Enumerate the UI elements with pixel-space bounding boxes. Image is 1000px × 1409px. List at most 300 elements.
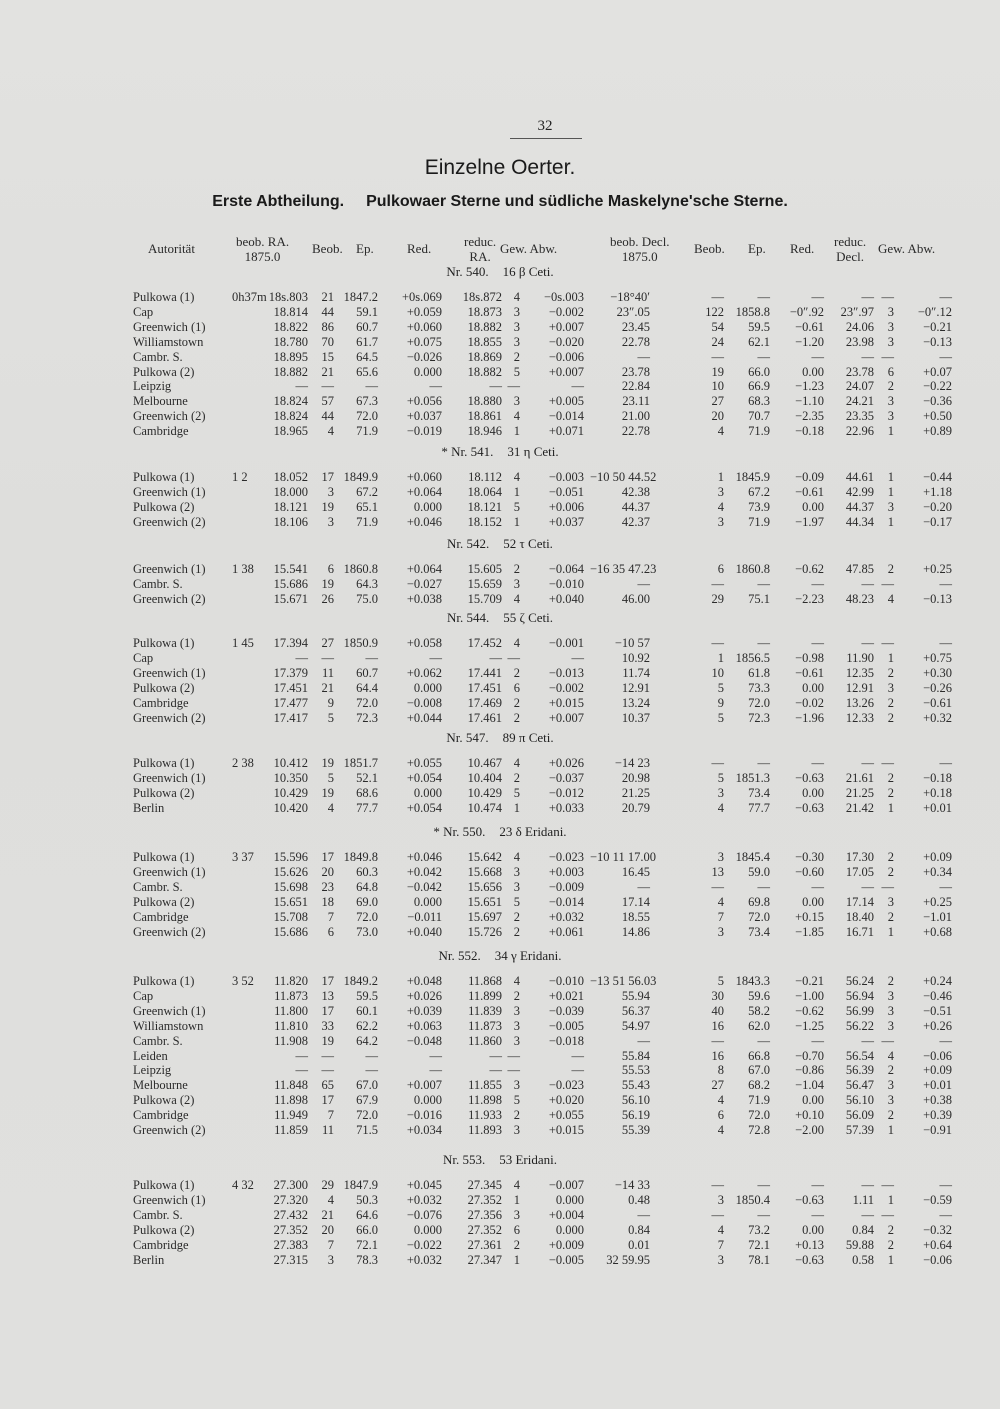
- cell-ra-reduced: —: [489, 1063, 502, 1078]
- cell-ra-deviation: +0.006: [548, 499, 584, 514]
- cell-ra-sec: 15.651: [273, 894, 308, 909]
- cell-ra-sec: 18.882: [273, 364, 308, 379]
- cell-ra-sec: —: [295, 379, 308, 394]
- cell-ra-deviation: −0.018: [548, 1033, 584, 1048]
- cell-decl-reduced: 12.33: [845, 710, 874, 725]
- cell-ra-sec: 27.300: [273, 1178, 308, 1192]
- cell-ra-deviation: −0s.003: [543, 290, 584, 304]
- cell-decl-observed: 22.78: [621, 424, 650, 439]
- cell-ra-weight: 2: [513, 924, 520, 939]
- cell-ra-count: 19: [321, 756, 334, 770]
- cell-decl-reduced: 47.85: [845, 562, 874, 576]
- cell-observatory: Berlin: [133, 1252, 165, 1267]
- cell-ra-epoch: 66.0: [356, 1222, 378, 1237]
- star-header: [0, 264, 1000, 280]
- cell-ra-hm: 3 37: [232, 850, 254, 864]
- cell-decl-epoch: 77.7: [748, 800, 770, 815]
- cell-ra-deviation: +0.032: [548, 909, 584, 924]
- cell-ra-weight: —: [507, 650, 520, 665]
- cell-ra-weight: 3: [513, 1123, 520, 1137]
- cell-decl-deviation: +0.89: [923, 424, 952, 439]
- cell-decl-deviation: —: [939, 290, 952, 304]
- cell-ra-weight: 3: [513, 1207, 520, 1222]
- page-number-rule: [510, 138, 582, 139]
- table-row: [0, 485, 1000, 500]
- table-row: [0, 365, 1000, 380]
- cell-decl-deviation: +0.25: [923, 894, 952, 909]
- cell-decl-reduction: −0.61: [795, 319, 824, 334]
- cell-ra-sec: —: [295, 650, 308, 665]
- cell-decl-count: 6: [717, 1108, 724, 1123]
- cell-decl-reduction: 0.00: [802, 1093, 824, 1108]
- cell-decl-epoch: 61.8: [748, 665, 770, 680]
- cell-ra-weight: 2: [513, 1237, 520, 1252]
- cell-ra-weight: 4: [513, 850, 520, 864]
- cell-decl-reduced: 0.58: [852, 1252, 874, 1267]
- cell-ra-count: 21: [321, 1207, 334, 1222]
- cell-decl-epoch: 66.9: [748, 379, 770, 394]
- cell-decl-deviation: −0.13: [923, 591, 952, 606]
- cell-ra-weight: 4: [513, 756, 520, 770]
- cell-decl-observed: 22.78: [621, 334, 650, 349]
- cell-decl-deviation: +0.09: [923, 850, 952, 864]
- cell-ra-reduction: −0.008: [406, 695, 442, 710]
- cell-ra-epoch: 1849.8: [343, 850, 378, 864]
- table-row: [0, 1208, 1000, 1223]
- cell-decl-reduced: 56.94: [845, 988, 874, 1003]
- cell-observatory: Pulkowa (1): [133, 850, 195, 864]
- cell-decl-observed: −10 57: [614, 636, 650, 650]
- cell-decl-count: —: [711, 756, 724, 770]
- cell-decl-count: 20: [711, 409, 724, 424]
- cell-ra-count: 44: [321, 409, 334, 424]
- cell-ra-reduced: 27.345: [467, 1178, 502, 1192]
- table-row: [0, 379, 1000, 394]
- cell-ra-sec: 18.895: [273, 349, 308, 364]
- cell-decl-reduced: 59.88: [845, 1237, 874, 1252]
- table-row: [0, 577, 1000, 592]
- cell-ra-weight: 5: [513, 364, 520, 379]
- cell-ra-count: 29: [321, 1178, 334, 1192]
- cell-ra-reduced: 18.064: [467, 484, 502, 499]
- cell-observatory: Greenwich (1): [133, 1192, 206, 1207]
- cell-decl-epoch: 66.8: [748, 1048, 770, 1063]
- table-row: [0, 424, 1000, 439]
- cell-decl-epoch: 72.3: [748, 710, 770, 725]
- cell-ra-epoch: 52.1: [356, 770, 378, 785]
- cell-ra-reduced: 15.659: [467, 576, 502, 591]
- cell-decl-epoch: 68.2: [748, 1078, 770, 1093]
- cell-ra-reduced: 18.882: [467, 364, 502, 379]
- cell-ra-reduced: —: [489, 379, 502, 394]
- cell-ra-sec: 18.824: [273, 409, 308, 424]
- cell-decl-count: 3: [717, 484, 724, 499]
- cell-decl-weight: 2: [887, 974, 894, 988]
- cell-ra-weight: 2: [513, 988, 520, 1003]
- cell-decl-deviation: +0.18: [923, 785, 952, 800]
- cell-decl-weight: 2: [887, 850, 894, 864]
- star-number: Nr. 547.: [446, 730, 489, 745]
- cell-decl-deviation: +0.09: [923, 1063, 952, 1078]
- table-row: [0, 666, 1000, 681]
- cell-ra-reduction: +0.060: [406, 470, 442, 484]
- cell-ra-deviation: —: [571, 1063, 584, 1078]
- cell-decl-deviation: −0.20: [923, 499, 952, 514]
- cell-decl-reduced: 24.07: [845, 379, 874, 394]
- cell-ra-reduced: 17.441: [467, 665, 502, 680]
- cell-decl-deviation: −0.26: [923, 680, 952, 695]
- cell-ra-reduced: —: [489, 650, 502, 665]
- star-name: 53 Eridani.: [499, 1152, 557, 1167]
- cell-ra-reduction: —: [429, 379, 442, 394]
- cell-ra-epoch: 65.6: [356, 364, 378, 379]
- star-header: [0, 824, 1000, 840]
- cell-ra-count: 4: [327, 800, 334, 815]
- cell-observatory: Cambridge: [133, 1237, 189, 1252]
- cell-decl-reduced: —: [861, 1178, 874, 1192]
- cell-decl-weight: —: [881, 636, 894, 650]
- cell-decl-deviation: +0.68: [923, 924, 952, 939]
- star-number: * Nr. 550.: [433, 824, 486, 839]
- table-row: [0, 786, 1000, 801]
- cell-ra-deviation: −0.020: [548, 334, 584, 349]
- cell-ra-sec: 27.432: [273, 1207, 308, 1222]
- cell-decl-reduction: −0.30: [795, 850, 824, 864]
- cell-ra-weight: —: [507, 1048, 520, 1063]
- cell-ra-count: 19: [321, 576, 334, 591]
- cell-decl-reduced: 56.54: [845, 1048, 874, 1063]
- cell-observatory: Pulkowa (2): [133, 364, 195, 379]
- cell-decl-reduced: 24.06: [845, 319, 874, 334]
- cell-ra-weight: 2: [513, 562, 520, 576]
- table-row: [0, 335, 1000, 350]
- cell-decl-reduction: −0.70: [795, 1048, 824, 1063]
- cell-ra-deviation: +0.061: [548, 924, 584, 939]
- cell-ra-sec: 17.417: [273, 710, 308, 725]
- cell-ra-reduction: −0.016: [406, 1108, 442, 1123]
- cell-decl-reduction: —: [811, 349, 824, 364]
- cell-ra-sec: —: [295, 1063, 308, 1078]
- cell-ra-weight: 4: [513, 974, 520, 988]
- star-number: Nr. 553.: [442, 1152, 486, 1167]
- cell-decl-deviation: —: [939, 576, 952, 591]
- cell-ra-deviation: −0.051: [548, 484, 584, 499]
- cell-decl-epoch: 78.1: [748, 1252, 770, 1267]
- star-name: 52 τ Ceti.: [503, 536, 553, 551]
- cell-ra-reduction: 0.000: [413, 1222, 442, 1237]
- cell-decl-reduction: −0.61: [795, 484, 824, 499]
- cell-ra-reduced: 18.121: [467, 499, 502, 514]
- cell-decl-observed: −13 51 56.03: [590, 974, 657, 988]
- cell-ra-count: 33: [321, 1018, 334, 1033]
- cell-ra-deviation: 0.000: [555, 1192, 584, 1207]
- cell-decl-deviation: −0.13: [923, 334, 952, 349]
- cell-decl-observed: 11.74: [622, 665, 650, 680]
- cell-decl-epoch: 59.5: [748, 319, 770, 334]
- table-row: [0, 592, 1000, 607]
- cell-decl-deviation: −0.44: [923, 470, 952, 484]
- cell-decl-epoch: 1850.4: [735, 1192, 770, 1207]
- cell-ra-epoch: 60.3: [356, 864, 378, 879]
- cell-observatory: Pulkowa (1): [133, 974, 195, 988]
- cell-ra-epoch: 67.9: [356, 1093, 378, 1108]
- cell-decl-deviation: −0.06: [923, 1252, 952, 1267]
- cell-ra-reduced: 11.839: [468, 1003, 502, 1018]
- cell-ra-reduction: +0.040: [406, 924, 442, 939]
- cell-decl-deviation: —: [939, 349, 952, 364]
- cell-decl-reduction: —: [811, 636, 824, 650]
- cell-ra-reduced: 10.429: [467, 785, 502, 800]
- cell-decl-weight: 3: [887, 499, 894, 514]
- cell-decl-observed: 23″.05: [616, 304, 650, 319]
- cell-decl-observed: 46.00: [621, 591, 650, 606]
- cell-decl-weight: —: [881, 756, 894, 770]
- cell-observatory: Pulkowa (1): [133, 636, 195, 650]
- cell-ra-reduced: 18.882: [467, 319, 502, 334]
- cell-decl-epoch: 1856.5: [735, 650, 770, 665]
- cell-observatory: Pulkowa (2): [133, 680, 195, 695]
- cell-decl-count: —: [711, 576, 724, 591]
- cell-decl-epoch: 59.6: [748, 988, 770, 1003]
- table-row: [0, 711, 1000, 726]
- cell-decl-deviation: +0.24: [923, 974, 952, 988]
- cell-decl-reduction: +0.15: [795, 909, 824, 924]
- cell-ra-weight: 2: [513, 710, 520, 725]
- cell-decl-weight: 2: [887, 864, 894, 879]
- cell-ra-sec: 11.898: [274, 1093, 308, 1108]
- cell-decl-weight: 2: [887, 562, 894, 576]
- cell-ra-epoch: —: [365, 1048, 378, 1063]
- table-row: [0, 1078, 1000, 1093]
- cell-decl-observed: 22.84: [621, 379, 650, 394]
- cell-decl-epoch: 62.0: [748, 1018, 770, 1033]
- table-row: [0, 409, 1000, 424]
- header-reduc-decl: reduc. Decl.: [834, 234, 867, 264]
- cell-decl-observed: 54.97: [621, 1018, 650, 1033]
- cell-ra-reduced: 15.651: [467, 894, 502, 909]
- cell-ra-weight: 4: [513, 1178, 520, 1192]
- cell-ra-count: 21: [321, 364, 334, 379]
- cell-decl-epoch: 1845.4: [735, 850, 770, 864]
- cell-ra-reduced: 11.855: [468, 1078, 502, 1093]
- table-row: [0, 350, 1000, 365]
- cell-decl-observed: 20.79: [621, 800, 650, 815]
- cell-ra-deviation: −0.039: [548, 1003, 584, 1018]
- cell-decl-weight: —: [881, 290, 894, 304]
- cell-ra-deviation: −0.001: [548, 636, 584, 650]
- cell-decl-observed: —: [637, 879, 650, 894]
- star-number: Nr. 542.: [447, 536, 490, 551]
- cell-decl-deviation: −0.22: [923, 379, 952, 394]
- cell-ra-deviation: −0.010: [548, 576, 584, 591]
- cell-ra-deviation: −0.012: [548, 785, 584, 800]
- cell-decl-reduction: −1.23: [795, 379, 824, 394]
- cell-ra-reduction: −0.019: [406, 424, 442, 439]
- cell-decl-count: 1: [717, 650, 724, 665]
- cell-ra-weight: 3: [513, 1003, 520, 1018]
- cell-ra-weight: 3: [513, 394, 520, 409]
- cell-ra-deviation: −0.005: [548, 1018, 584, 1033]
- cell-decl-reduction: −2.35: [795, 409, 824, 424]
- cell-ra-reduction: +0.060: [406, 319, 442, 334]
- cell-ra-hm: 1 45: [232, 636, 254, 650]
- cell-ra-weight: 3: [513, 879, 520, 894]
- cell-decl-reduction: −0.86: [795, 1063, 824, 1078]
- cell-decl-reduced: —: [861, 349, 874, 364]
- cell-ra-weight: 3: [513, 1078, 520, 1093]
- cell-decl-epoch: —: [757, 290, 770, 304]
- cell-observatory: Pulkowa (1): [133, 290, 195, 304]
- cell-decl-observed: −14 33: [614, 1178, 650, 1192]
- cell-ra-count: 7: [327, 909, 334, 924]
- cell-decl-reduction: −0.98: [795, 650, 824, 665]
- cell-decl-observed: —: [637, 1033, 650, 1048]
- cell-decl-epoch: —: [757, 1033, 770, 1048]
- cell-ra-weight: 1: [513, 514, 520, 529]
- cell-ra-reduction: +0.044: [406, 710, 442, 725]
- cell-decl-deviation: −0.17: [923, 514, 952, 529]
- cell-ra-count: 17: [321, 1093, 334, 1108]
- table-row: [0, 895, 1000, 910]
- star-number: Nr. 552.: [438, 948, 481, 963]
- cell-decl-epoch: 67.2: [748, 484, 770, 499]
- cell-observatory: Cambr. S.: [133, 1033, 183, 1048]
- cell-decl-reduction: —: [811, 1033, 824, 1048]
- cell-decl-reduction: −1.85: [795, 924, 824, 939]
- cell-observatory: Williamstown: [133, 1018, 204, 1033]
- cell-ra-epoch: 72.0: [356, 1108, 378, 1123]
- cell-ra-sec: 18.824: [273, 394, 308, 409]
- table-row: [0, 515, 1000, 530]
- cell-ra-epoch: 64.8: [356, 879, 378, 894]
- cell-ra-deviation: −0.009: [548, 879, 584, 894]
- subtitle-section: Erste Abtheilung.: [212, 193, 345, 210]
- cell-ra-reduction: +0.032: [406, 1192, 442, 1207]
- cell-ra-deviation: +0.055: [548, 1108, 584, 1123]
- cell-decl-epoch: 72.0: [748, 909, 770, 924]
- cell-decl-weight: 1: [887, 650, 894, 665]
- cell-decl-deviation: +0.39: [923, 1108, 952, 1123]
- cell-ra-reduction: —: [429, 1048, 442, 1063]
- cell-observatory: Greenwich (1): [133, 665, 206, 680]
- header-ep: Ep.: [356, 241, 374, 256]
- star-name: 34 γ Eridani.: [494, 948, 562, 963]
- cell-ra-count: 86: [321, 319, 334, 334]
- cell-ra-weight: 3: [513, 304, 520, 319]
- cell-ra-weight: —: [507, 1063, 520, 1078]
- cell-ra-reduction: +0s.069: [401, 290, 442, 304]
- cell-ra-reduced: 10.467: [467, 756, 502, 770]
- cell-ra-sec: 11.873: [274, 988, 308, 1003]
- cell-ra-count: 9: [327, 695, 334, 710]
- cell-observatory: Pulkowa (2): [133, 1222, 195, 1237]
- cell-ra-weight: 4: [513, 409, 520, 424]
- cell-decl-reduced: 44.37: [845, 499, 874, 514]
- cell-ra-epoch: 1860.8: [343, 562, 378, 576]
- header-reduc-ra: reduc. RA.: [464, 234, 497, 264]
- cell-ra-sec: 18.965: [273, 424, 308, 439]
- cell-decl-weight: 1: [887, 924, 894, 939]
- cell-decl-weight: 1: [887, 424, 894, 439]
- cell-ra-weight: 4: [513, 290, 520, 304]
- cell-ra-sec: 18.822: [273, 319, 308, 334]
- table-row: [0, 470, 1000, 485]
- cell-ra-reduction: +0.058: [406, 636, 442, 650]
- cell-ra-count: 65: [321, 1078, 334, 1093]
- cell-ra-epoch: 64.2: [356, 1033, 378, 1048]
- cell-ra-sec: 15.686: [273, 576, 308, 591]
- cell-decl-epoch: 73.4: [748, 785, 770, 800]
- cell-ra-weight: 1: [513, 424, 520, 439]
- cell-decl-weight: 2: [887, 1222, 894, 1237]
- cell-decl-count: 16: [711, 1048, 724, 1063]
- star-number: Nr. 540.: [446, 264, 489, 279]
- cell-ra-count: 13: [321, 988, 334, 1003]
- cell-decl-count: —: [711, 349, 724, 364]
- cell-decl-observed: 10.37: [621, 710, 650, 725]
- cell-ra-reduced: 11.873: [468, 1018, 502, 1033]
- cell-decl-count: 7: [717, 909, 724, 924]
- cell-ra-epoch: 72.0: [356, 409, 378, 424]
- cell-observatory: Greenwich (2): [133, 710, 206, 725]
- cell-ra-epoch: 1849.9: [343, 470, 378, 484]
- cell-ra-reduced: 11.860: [468, 1033, 502, 1048]
- cell-ra-weight: 5: [513, 785, 520, 800]
- cell-decl-weight: 2: [887, 665, 894, 680]
- cell-ra-count: 26: [321, 591, 334, 606]
- cell-decl-reduction: −0.63: [795, 800, 824, 815]
- cell-decl-observed: 23.11: [622, 394, 650, 409]
- cell-decl-reduced: —: [861, 636, 874, 650]
- cell-ra-deviation: —: [571, 650, 584, 665]
- cell-ra-epoch: 65.1: [356, 499, 378, 514]
- cell-decl-reduced: 0.84: [852, 1222, 874, 1237]
- cell-ra-weight: 3: [513, 1033, 520, 1048]
- cell-decl-observed: 13.24: [621, 695, 650, 710]
- cell-ra-sec: 27.320: [273, 1192, 308, 1207]
- cell-ra-deviation: −0.064: [548, 562, 584, 576]
- cell-decl-weight: 3: [887, 319, 894, 334]
- cell-ra-weight: 2: [513, 1108, 520, 1123]
- cell-ra-weight: 3: [513, 864, 520, 879]
- page-number: 32: [537, 118, 553, 134]
- cell-ra-count: 57: [321, 394, 334, 409]
- cell-observatory: Cap: [133, 988, 154, 1003]
- cell-decl-epoch: 1858.8: [735, 304, 770, 319]
- cell-decl-weight: 1: [887, 1123, 894, 1137]
- cell-ra-weight: 2: [513, 695, 520, 710]
- cell-decl-reduced: —: [861, 290, 874, 304]
- cell-decl-reduction: −2.00: [795, 1123, 824, 1137]
- cell-decl-weight: 3: [887, 409, 894, 424]
- cell-ra-reduction: 0.000: [413, 364, 442, 379]
- cell-ra-deviation: +0.007: [548, 364, 584, 379]
- cell-decl-weight: 3: [887, 304, 894, 319]
- cell-ra-count: —: [321, 650, 334, 665]
- cell-observatory: Cambridge: [133, 424, 189, 439]
- cell-ra-sec: 11.810: [274, 1018, 308, 1033]
- cell-decl-reduction: 0.00: [802, 680, 824, 695]
- cell-ra-deviation: −0.010: [548, 974, 584, 988]
- cell-decl-reduction: −0.02: [795, 695, 824, 710]
- cell-decl-observed: 10.92: [621, 650, 650, 665]
- cell-decl-reduced: 56.99: [845, 1003, 874, 1018]
- cell-ra-weight: 2: [513, 665, 520, 680]
- cell-decl-epoch: 71.9: [748, 514, 770, 529]
- cell-decl-epoch: —: [757, 756, 770, 770]
- cell-ra-epoch: 71.9: [356, 514, 378, 529]
- cell-ra-sec: 11.949: [274, 1108, 308, 1123]
